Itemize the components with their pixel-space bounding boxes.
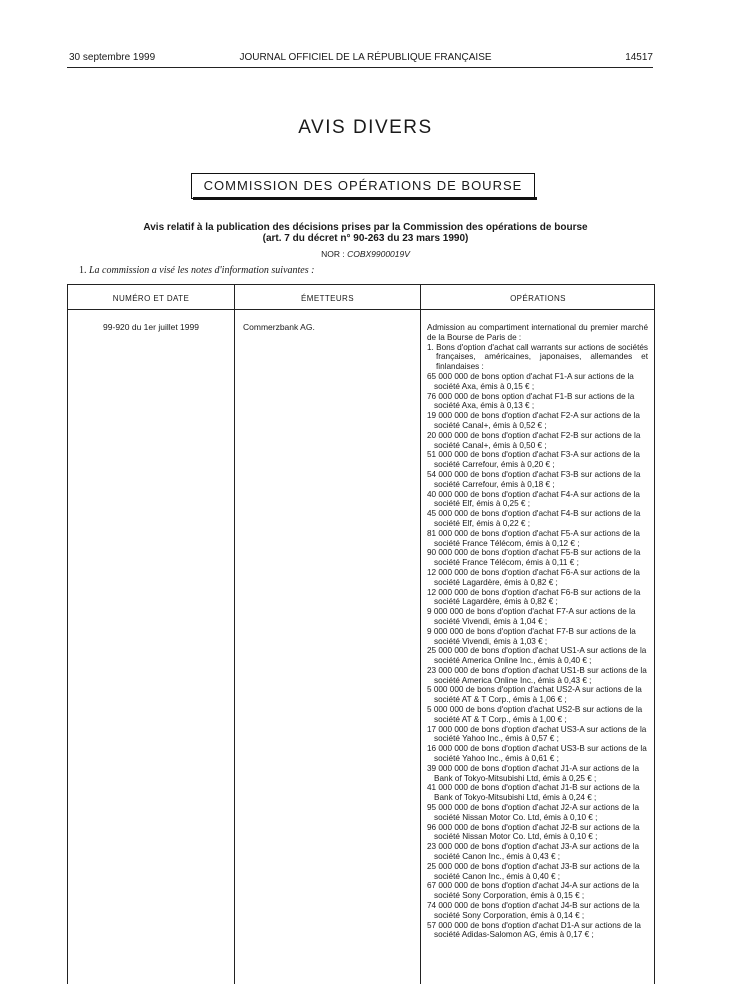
nor-label: NOR : <box>321 249 345 259</box>
operation-entry <box>427 490 648 510</box>
operation-entry-line1: 9 000 000 de bons d'option d'achat F7-A sur actions de la <box>427 607 636 617</box>
avis-line-1: Avis relatif à la publication des décisions prises par la Commission des opérations de bourse <box>143 222 588 233</box>
operation-entry-line1: 9 000 000 de bons d'option d'achat F7-B sur actions de la <box>427 626 636 636</box>
operation-entry-line2: société Lagardère, émis à 0,82 € ; <box>434 597 558 607</box>
operation-entry-line2: société AT & T Corp., émis à 1,06 € ; <box>434 695 567 705</box>
row-emetteur: Commerzbank AG. <box>243 322 315 332</box>
intro-number: 1. <box>79 265 87 276</box>
operation-entry-line2: société Nissan Motor Co. Ltd, émis à 0,10 € ; <box>434 812 598 822</box>
operation-entry-line2: société Nissan Motor Co. Ltd, émis à 0,10 € ; <box>434 832 598 842</box>
operation-entry-line2: société Sony Corporation, émis à 0,15 € ; <box>434 891 585 901</box>
operation-entry-line2: société Sony Corporation, émis à 0,14 € ; <box>434 910 585 920</box>
operations-admission: Admission au compartiment international du premier marché de la Bourse de Paris de : <box>427 323 648 342</box>
nor-reference <box>0 249 731 259</box>
operation-entry-line2: société Vivendi, émis à 1,03 € ; <box>434 636 548 646</box>
column-header-operations: OPÉRATIONS <box>510 294 566 303</box>
operation-entry-line2: société AT & T Corp., émis à 1,00 € ; <box>434 714 567 724</box>
operation-entry <box>427 666 648 686</box>
operation-entry-line1: 5 000 000 de bons d'option d'achat US2-B sur actions de la <box>427 705 643 715</box>
operation-entry <box>427 588 648 608</box>
operation-entry <box>427 803 648 823</box>
operation-entry-line2: Bank of Tokyo-Mitsubishi Ltd, émis à 0,24 € ; <box>434 793 597 803</box>
operation-entry-line2: société Canal+, émis à 0,50 € ; <box>434 440 547 450</box>
operation-entry-line2: société Elf, émis à 0,22 € ; <box>434 518 531 528</box>
page-number: 14517 <box>625 52 653 63</box>
operation-entry <box>427 450 648 470</box>
operation-entry <box>427 372 648 392</box>
operation-entry <box>427 921 648 941</box>
operation-entry-line2: société Axa, émis à 0,15 € ; <box>434 381 535 391</box>
operation-entry-line1: 96 000 000 de bons d'option d'achat J2-B sur actions de la <box>427 822 640 832</box>
operation-entry <box>427 646 648 666</box>
operation-entry-line1: 19 000 000 de bons d'option d'achat F2-A sur actions de la <box>427 411 640 421</box>
operation-entry <box>427 529 648 549</box>
operation-entry-line2: société America Online Inc., émis à 0,43 € ; <box>434 675 592 685</box>
operation-entry-line1: 16 000 000 de bons d'option d'achat US3-B sur actions de la <box>427 744 647 754</box>
operation-entry-line2: société Canal+, émis à 0,52 € ; <box>434 420 547 430</box>
row-numero-date: 99-920 du 1er juillet 1999 <box>103 322 199 332</box>
operation-entry <box>427 862 648 882</box>
operation-entry-line1: 95 000 000 de bons d'option d'achat J2-A sur actions de la <box>427 803 640 813</box>
operation-entry-line1: 20 000 000 de bons d'option d'achat F2-B sur actions de la <box>427 430 641 440</box>
operation-entry-line1: 57 000 000 de bons d'option d'achat D1-A sur actions de la <box>427 920 641 930</box>
intro-paragraph <box>79 265 314 276</box>
table-header-rule <box>67 309 655 310</box>
intro-text: La commission a visé les notes d'information suivantes : <box>89 265 315 276</box>
operation-entry <box>427 431 648 451</box>
operation-entry <box>427 685 648 705</box>
operation-entry <box>427 411 648 431</box>
operation-entry <box>427 568 648 588</box>
section-title: AVIS DIVERS <box>298 117 433 138</box>
operation-entry-line2: société France Télécom, émis à 0,12 € ; <box>434 538 580 548</box>
operation-entry-line1: 76 000 000 de bons option d'achat F1-B sur actions de la <box>427 391 635 401</box>
operation-entry-line2: société Lagardère, émis à 0,82 € ; <box>434 577 558 587</box>
operation-entry-line2: société Elf, émis à 0,25 € ; <box>434 499 531 509</box>
avis-line-2: (art. 7 du décret n° 90-263 du 23 mars 1990) <box>262 233 469 244</box>
operation-entry-line2: société Adidas-Salomon AG, émis à 0,17 € ; <box>434 930 594 940</box>
operation-entry <box>427 823 648 843</box>
journal-name: JOURNAL OFFICIEL DE LA RÉPUBLIQUE FRANÇAISE <box>239 52 492 63</box>
operation-entry-line1: 65 000 000 de bons option d'achat F1-A sur actions de la <box>427 371 634 381</box>
row-operations <box>427 323 648 940</box>
operation-entry-line1: 51 000 000 de bons d'option d'achat F3-A sur actions de la <box>427 450 640 460</box>
operation-entry-line1: 45 000 000 de bons d'option d'achat F4-B sur actions de la <box>427 509 641 519</box>
operation-entry-line1: 81 000 000 de bons d'option d'achat F5-A sur actions de la <box>427 528 640 538</box>
nor-code: COBX9900019V <box>347 249 410 259</box>
operation-entry-line1: 41 000 000 de bons d'option d'achat J1-B sur actions de la <box>427 783 640 793</box>
header-date: 30 septembre 1999 <box>69 52 156 63</box>
operations-bons-intro: 1. Bons d'option d'achat call warrants sur actions de sociétés françaises, américaines, japonaises, allemandes et finlandaises : <box>427 342 648 372</box>
operation-entry-line1: 67 000 000 de bons d'option d'achat J4-A sur actions de la <box>427 881 640 891</box>
operation-entry <box>427 705 648 725</box>
operation-entry <box>427 881 648 901</box>
operation-entry <box>427 470 648 490</box>
avis-heading <box>0 222 731 244</box>
column-header-emetteurs: ÉMETTEURS <box>301 294 354 303</box>
operation-entry-line2: société Carrefour, émis à 0,20 € ; <box>434 460 555 470</box>
operation-entry-line1: 90 000 000 de bons d'option d'achat F5-B sur actions de la <box>427 548 641 558</box>
column-divider-1 <box>234 284 235 984</box>
column-header-numero: NUMÉRO ET DATE <box>112 294 190 303</box>
operation-entry-line2: société Axa, émis à 0,13 € ; <box>434 401 535 411</box>
operation-entry-line1: 5 000 000 de bons d'option d'achat US2-A sur actions de la <box>427 685 642 695</box>
operation-entry-line2: société France Télécom, émis à 0,11 € ; <box>434 558 579 568</box>
operation-entry-line1: 23 000 000 de bons d'option d'achat J3-A sur actions de la <box>427 842 640 852</box>
operation-entry <box>427 744 648 764</box>
operation-entry <box>427 783 648 803</box>
operation-entry-line2: société America Online Inc., émis à 0,40 € ; <box>434 656 592 666</box>
operation-entry-line2: société Carrefour, émis à 0,18 € ; <box>434 479 555 489</box>
operation-entry <box>427 627 648 647</box>
operation-entry-line1: 40 000 000 de bons d'option d'achat F4-A sur actions de la <box>427 489 640 499</box>
operation-entry-line1: 12 000 000 de bons d'option d'achat F6-A sur actions de la <box>427 567 640 577</box>
operation-entry <box>427 548 648 568</box>
operation-entry-line2: société Yahoo Inc., émis à 0,57 € ; <box>434 734 559 744</box>
operation-entry <box>427 725 648 745</box>
operation-entry <box>427 607 648 627</box>
operation-entry-line1: 54 000 000 de bons d'option d'achat F3-B sur actions de la <box>427 469 641 479</box>
operation-entry <box>427 509 648 529</box>
operation-entry-line2: Bank of Tokyo-Mitsubishi Ltd, émis à 0,25 € ; <box>434 773 597 783</box>
operation-entry-line2: société Canon Inc., émis à 0,40 € ; <box>434 871 561 881</box>
operation-entry-line1: 17 000 000 de bons d'option d'achat US3-A sur actions de la <box>427 724 647 734</box>
column-divider-2 <box>420 284 421 984</box>
operation-entry-line2: société Vivendi, émis à 1,04 € ; <box>434 616 548 626</box>
operation-entry <box>427 764 648 784</box>
commission-heading: COMMISSION DES OPÉRATIONS DE BOURSE <box>191 173 535 199</box>
operation-entry-line1: 39 000 000 de bons d'option d'achat J1-A sur actions de la <box>427 763 640 773</box>
operation-entry-line2: société Canon Inc., émis à 0,43 € ; <box>434 852 561 862</box>
operation-entry <box>427 842 648 862</box>
operation-entry-line1: 12 000 000 de bons d'option d'achat F6-B sur actions de la <box>427 587 641 597</box>
operation-entry-line2: société Yahoo Inc., émis à 0,61 € ; <box>434 754 559 764</box>
operation-entry-line1: 25 000 000 de bons d'option d'achat J3-B sur actions de la <box>427 861 640 871</box>
header-rule <box>67 67 653 68</box>
operation-entry <box>427 901 648 921</box>
operation-entry <box>427 392 648 412</box>
operation-entry-line1: 74 000 000 de bons d'option d'achat J4-B sur actions de la <box>427 901 640 911</box>
operation-entry-line1: 25 000 000 de bons d'option d'achat US1-A sur actions de la <box>427 646 647 656</box>
operation-entry-line1: 23 000 000 de bons d'option d'achat US1-B sur actions de la <box>427 665 647 675</box>
